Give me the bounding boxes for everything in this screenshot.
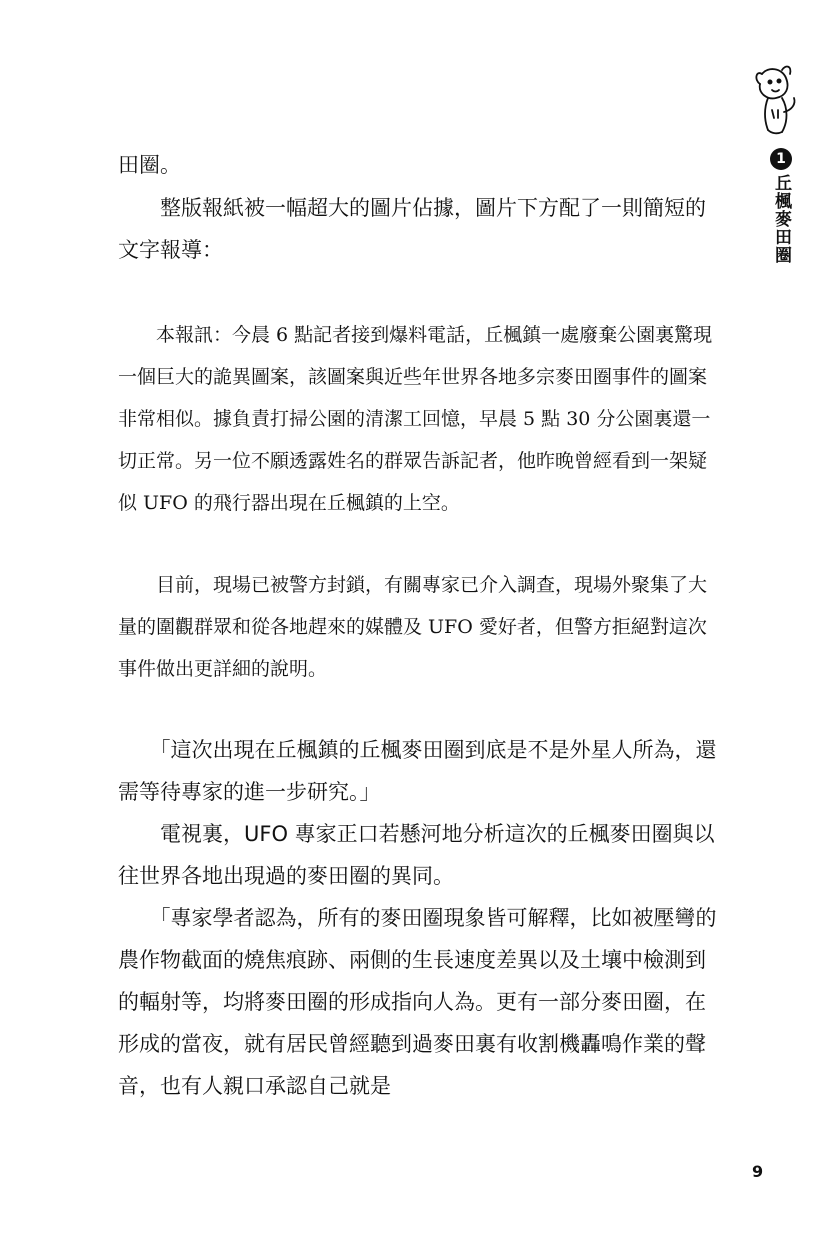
chapter-title: 丘楓麥田圈 — [771, 174, 791, 264]
chapter-number: 1 — [770, 148, 792, 170]
paragraph-2: 整版報紙被一幅超大的圖片佔據，圖片下方配了一則簡短的文字報導： — [118, 196, 706, 262]
chapter-marker — [766, 148, 796, 264]
news-paragraph-1: 本報訊：今晨 6 點記者接到爆料電話，丘楓鎮一處廢棄公園裏驚現一個巨大的詭異圖案，該圖案與近些年世界各地多宗麥田圈事件的圖案非常相似。據負責打掃公園的清潔工回憶，早晨 5 點 30 分公園裏還一切正常。另一位不願透露姓名的群眾告訴記者，他昨晚曾經看到一架疑似 UFO 的飛行器出現在丘楓鎮的上空。 — [118, 324, 713, 514]
news-paragraph-2: 目前，現場已被警方封鎖，有關專家已介入調查，現場外聚集了大量的圍觀群眾和從各地趕來的媒體及 UFO 愛好者，但警方拒絕對這次事件做出更詳細的說明。 — [118, 574, 708, 680]
paragraph-1: 田圈。 — [118, 153, 181, 177]
paragraph-4: 電視裏，UFO 專家正口若懸河地分析這次的丘楓麥田圈與以往世界各地出現過的麥田圈的異同。 — [118, 822, 715, 888]
paragraph-5: 「專家學者認為，所有的麥田圈現象皆可解釋，比如被壓彎的農作物截面的燒焦痕跡、兩側的生長速度差異以及土壤中檢測到的輻射等，均將麥田圈的形成指向人為。更有一部分麥田圈，在形成的當夜，就有居民曾經聽到過麥田裏有收割機轟鳴作業的聲音，也有人親口承認自己就是 — [118, 906, 717, 1098]
page-number: 9 — [752, 1162, 764, 1181]
dog-mascot-icon — [748, 60, 800, 138]
paragraph-3: 「這次出現在丘楓鎮的丘楓麥田圈到底是不是外星人所為，還需等待專家的進一步研究。」 — [118, 738, 717, 804]
